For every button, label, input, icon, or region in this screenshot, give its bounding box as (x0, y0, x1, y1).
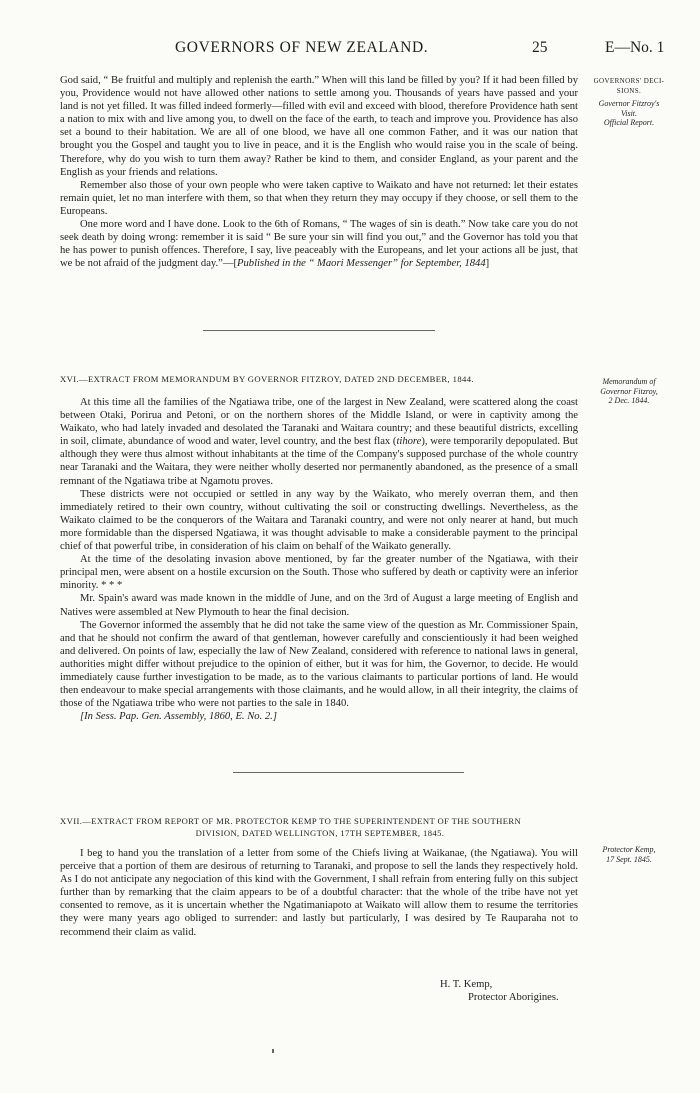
running-header (0, 39, 700, 63)
italic-term: tihore (396, 436, 422, 448)
paragraph-text: At this time all the families of the Ngatiawa tribe, one of the largest in New Zealand, were scattered along the coast between Otaki, Porirua and Petoni, or on the northern shores of the Middle Island, or were in captivity among the Waikato, who had lately invaded and desolated the Taranaki and Waitara country; and these beautiful districts, excelling in soil, climate, abundance of wood and water, level country, and the best flax ( (60, 397, 578, 448)
heading-text: TH SEPTEMBER, 1845. (349, 828, 445, 838)
side-note-line: SIONS. (616, 86, 642, 95)
side-note-protector-kemp (588, 845, 670, 864)
document-reference: E—No. 1 (605, 39, 665, 56)
heading-text: ND DECEMBER, 1844. (381, 374, 474, 384)
paragraph: Mr. Spain's award was made known in the middle of June, and on the 3rd of August a large meeting of English and Natives were assembled at New Plymouth to hear the final decision. (60, 593, 578, 618)
heading-subline (60, 827, 580, 839)
heading-text: XVII.—EXTRACT FROM REPORT OF MR. PROTECTOR KEMP TO THE SUPERINTENDENT OF THE SOUTHERN (60, 816, 522, 826)
side-note-line: 17 Sept. 1845. (606, 854, 652, 864)
paragraph (60, 396, 578, 488)
paragraph (60, 218, 578, 270)
citation-bracket: ] (485, 258, 490, 270)
header-title: GOVERNORS OF NEW ZEALAND. (175, 39, 429, 56)
section-divider (203, 330, 435, 331)
side-note-line: Memorandum of (602, 377, 656, 386)
section-divider (233, 772, 464, 773)
side-note-line: Governor Fitzroy, (600, 386, 658, 396)
heading-text: XVI.—EXTRACT FROM MEMORANDUM BY GOVERNOR FITZROY, DATED 2 (60, 374, 382, 384)
side-note-memorandum (588, 377, 670, 406)
paragraph: I beg to hand you the translation of a letter from some of the Chiefs living at Waikanae, (the Ngatiawa). You will perceive that a portion of them are desirous of returning to Taranaki, and propose to sell the lands they respectively hold. As I do not anticipate any negociation of this kind with the Government, I shall refrain from entering fully on this subject further than by remarking that the claim appears to be of a doubtful character: that the whole of the tribe have not yet consented to remove, as it is uncertain whether the Ngatimaniapoto at Waikato will allow them to resume the territories they were many years ago obliged to surrender: and lastly but particularly, I was desired by Te Rauparaha not to recommend their claim as valid. (60, 848, 578, 938)
side-note-governors-decisions (588, 77, 670, 128)
citation: [In Sess. Pap. Gen. Assembly, 1860, E. No. 2.] (80, 711, 277, 723)
side-note-line: Visit. (620, 108, 638, 118)
paragraph: God said, “ Be fruitful and multiply and replenish the earth.” When will this land be filled by you? If it had been filled by you, Providence would not have allowed other nations to settle among you. Thousands of years have passed and your land is not yet filled. It was filled indeed formerly—filled with evil and exceed with blood, therefore Providence hath sent a nation to mix with and live among you, to dwell on the face of the earth, to teach and improve you. Providence has also set a bound to their habitation. We are all of one blood, we have all one common Father, and it was our nation that brought you the Gospel and taught you to live in peace, and it is the English who would raise you in the scale of being. Therefore, why do you wish to turn them away? Rather be kind to them, and consider England, as your parent and the English as your friends and relations. (60, 75, 578, 178)
paragraph: Remember also those of your own people who were taken captive to Waikato and have not returned: let their estates remain quiet, let no man interfere with them, so that when they return they may occupy if they choose, or sell them to the Europeans. (60, 179, 578, 217)
signature-name: H. T. Kemp, (440, 979, 493, 990)
page-number: 25 (532, 39, 548, 56)
intro-text (60, 74, 578, 270)
section-heading-xvii (60, 815, 580, 839)
paragraph: At the time of the desolating invasion above mentioned, by far the greater number of the Ngatiawa, with their principal men, were absent on a hostile excursion on the South. Those who suffered by death or captivity were an inferior minority. * * * (60, 554, 578, 592)
print-mark (272, 1049, 274, 1053)
citation: Published in the “ Maori Messenger” for September, 1844 (237, 258, 486, 270)
paragraph-text: One more word and I have done. Look to the 6th of Romans, “ The wages of sin is death.” Now take care you do not seek death by doing wrong: remember it is said “ Be sure your sin will find you out,” and the Governor has told you that he has power to punish offences. Therefore, I say, live peaceably with the Europeans, and let your actions all be just, that we be not afraid of the judgment day.”—[ (60, 219, 578, 270)
section-xvi-body (60, 396, 578, 723)
signature-title: Protector Aborigines. (468, 992, 559, 1004)
paragraph: These districts were not occupied or settled in any way by the Waikato, who merely overran them, and then immediately retired to their own country, without cultivating the soil or constructing dwellings. Nevertheless, as the Waikato claimed to be the conquerors of the Waitara and Taranaki country, and were not only nearer at hand, but much more formidable than the dispersed Ngatiawa, it was thought advisable to make a considerable payment to the principal chief of that powerful tribe, in consideration of his claim on behalf of the Waikato generally. (60, 488, 578, 553)
side-note-line: Official Report. (603, 118, 655, 127)
side-note-line: Governor Fitzroy's (598, 99, 660, 108)
paragraph-text: ), were temporarily depopulated. But although they were thus almost without inhabitants at the time of the Company's supposed purchase of the whole country near Taranaki and the Waitara, they were neither wholly deserted nor permanently abandoned, as the presence of a small remnant of the Ngatiawa tribe at Ngamotu proves. (60, 436, 578, 487)
section-heading-xvi (60, 373, 580, 385)
side-note-line: GOVERNORS' DECI- (593, 77, 665, 85)
side-note-line: Protector Kemp, (602, 845, 656, 854)
section-xvii-body (60, 847, 578, 939)
paragraph: The Governor informed the assembly that he did not take the same view of the question as Mr. Commissioner Spain, and that he should not confirm the award of that gentleman, however carefully and conscientiously it had been weighed and delivered. On points of law, especially the law of New Zealand, considered with reference to national laws in general, authorities might differ without prejudice to the opinion of either, but it was for him, the Governor, to decide. He would immediately cause further investigation to be made, as to the various claimants to particular portions of land. He would then endeavour to make special arrangements with those claimants, and he would allow, in all their integrity, the claims of those of the Ngatiawa tribe who were not parties to the sale in 1840. (60, 619, 578, 710)
side-note-line: 2 Dec. 1844. (608, 396, 650, 405)
heading-text: DIVISION, DATED WELLINGTON, 17 (195, 828, 350, 838)
signature-block (440, 978, 559, 1004)
